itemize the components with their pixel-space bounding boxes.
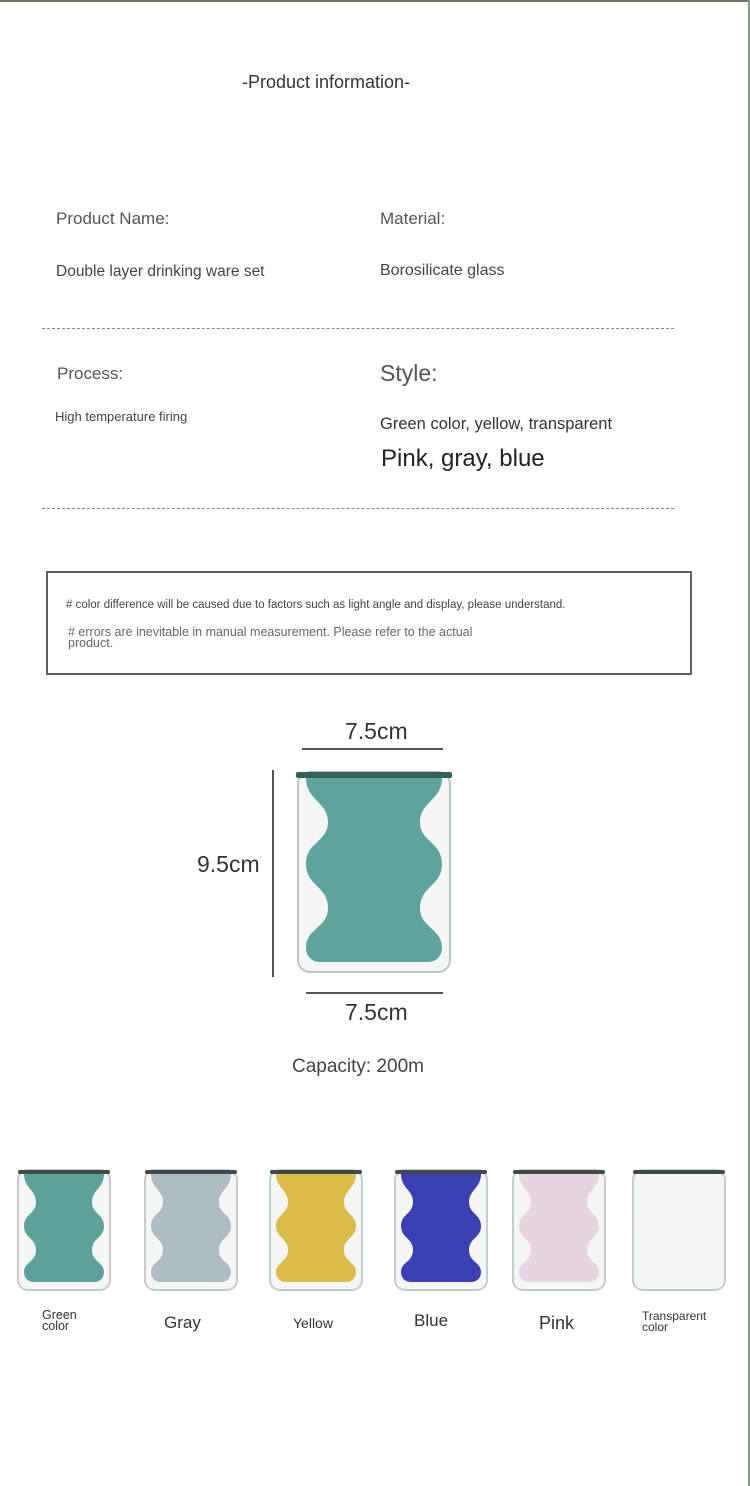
cup-label-gray: Gray <box>164 1313 201 1332</box>
bottom-width-label: 7.5cm <box>345 999 408 1025</box>
height-label: 9.5cm <box>197 851 260 877</box>
cup-yellow <box>268 1168 364 1294</box>
divider <box>42 328 674 329</box>
height-line <box>272 770 274 977</box>
top-width-label: 7.5cm <box>345 718 408 744</box>
note-box <box>46 571 692 675</box>
cup-label-pink: Pink <box>539 1313 575 1333</box>
cup-label-blue: Blue <box>414 1311 449 1330</box>
process-value: High temperature firing <box>55 409 188 424</box>
material-value: Borosilicate glass <box>380 262 505 279</box>
product-name-value: Double layer drinking ware set <box>56 263 265 280</box>
material-label: Material: <box>380 209 446 228</box>
cup-pink <box>511 1168 607 1294</box>
cup-label-yellow: Yellow <box>293 1315 333 1331</box>
process-label: Process: <box>57 364 124 383</box>
style-value-line2: Pink, gray, blue <box>381 445 545 472</box>
product-name-label: Product Name: <box>56 209 170 228</box>
bottom-width-line <box>306 992 443 994</box>
style-label: Style: <box>380 360 438 386</box>
cup-gray <box>143 1168 239 1294</box>
top-border <box>0 0 750 2</box>
cup-green <box>16 1168 112 1294</box>
divider <box>42 508 674 509</box>
note-color-difference: # color difference will be caused due to factors such as light angle and display, please understand. <box>66 599 566 611</box>
cup-transparent <box>631 1168 727 1294</box>
page-title: -Product information- <box>241 72 411 92</box>
main-cup-image <box>296 770 452 976</box>
note-measurement-error: # errors are inevitable in manual measurement. Please refer to the actual product. <box>68 625 473 650</box>
style-value-line1: Green color, yellow, transparent <box>380 415 613 433</box>
capacity-text: Capacity: 200m <box>292 1056 425 1077</box>
cup-blue <box>393 1168 489 1294</box>
cup-label-green: Green color <box>42 1308 77 1333</box>
cup-label-transparent: Transparent color <box>642 1309 707 1334</box>
top-width-line <box>302 748 443 750</box>
